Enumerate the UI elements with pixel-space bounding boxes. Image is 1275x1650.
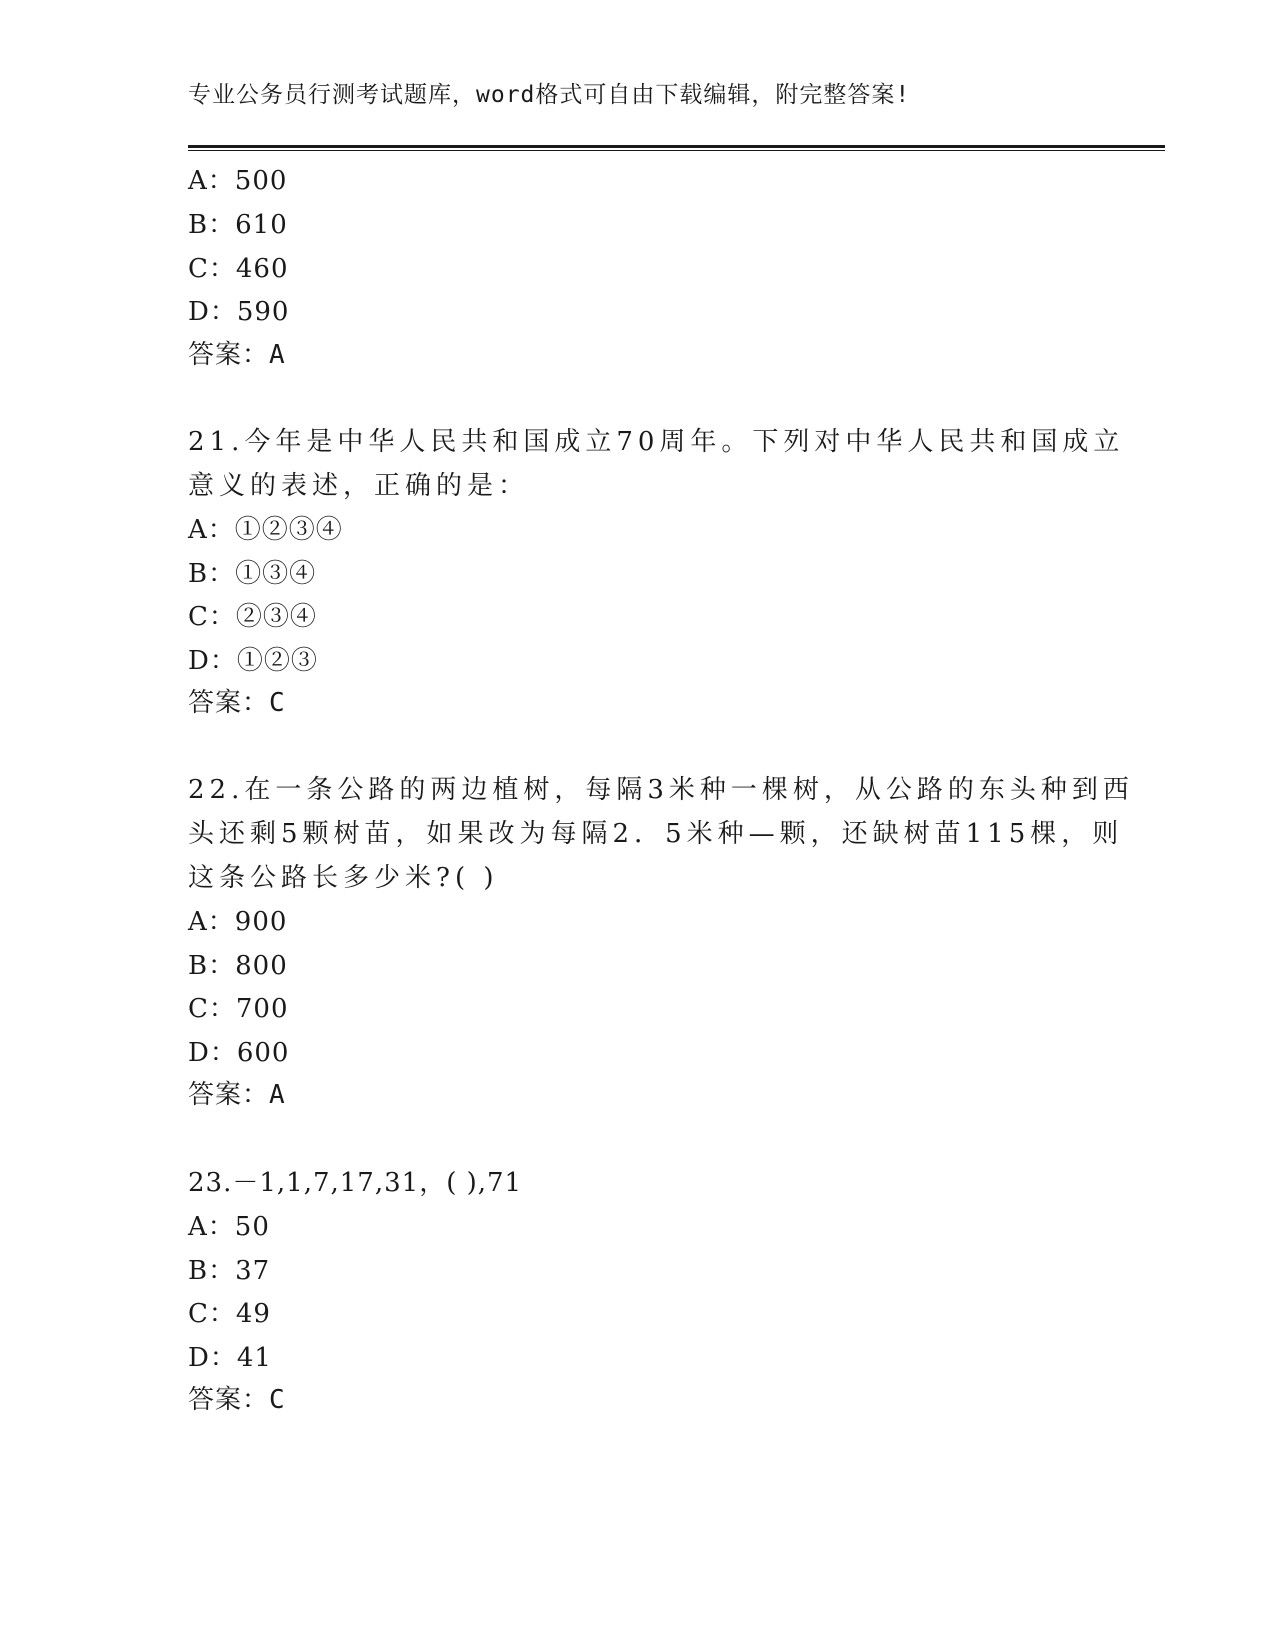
q22-answer: 答案：A [188, 1080, 286, 1110]
q23-option-c: C：49 [188, 1299, 271, 1329]
q22-option-d: D：600 [188, 1038, 290, 1068]
q21-option-b: B：①③④ [188, 559, 317, 589]
q21-option-d: D：①②③ [188, 646, 318, 676]
q22-option-a: A：900 [188, 907, 288, 937]
q20-answer: 答案：A [188, 340, 286, 370]
q20-option-c: C：460 [188, 254, 289, 284]
q21-text-line2: 意义的表述，正确的是： [188, 471, 530, 501]
q21-option-a: A：①②③④ [188, 515, 343, 545]
page-header: 专业公务员行测考试题库，word格式可自由下载编辑，附完整答案! [188, 82, 911, 108]
q22-option-b: B：800 [188, 951, 288, 981]
q21-option-c: C：②③④ [188, 602, 317, 632]
q21-text-line1: 21.今年是中华人民共和国成立70周年。下列对中华人民共和国成立 [188, 427, 1125, 457]
header-rule-thick [188, 145, 1165, 148]
q20-option-d: D：590 [188, 297, 290, 327]
q20-option-b: B：610 [188, 210, 288, 240]
q22-text-line1: 22.在一条公路的两边植树，每隔3米种一棵树，从公路的东头种到西 [188, 775, 1134, 805]
q22-text-line3: 这条公路长多少米?( ) [188, 863, 499, 893]
q23-answer: 答案：C [188, 1385, 286, 1415]
q23-option-b: B：37 [188, 1256, 271, 1286]
q20-option-a: A：500 [188, 166, 288, 196]
q22-text-line2: 头还剩5颗树苗，如果改为每隔2．5米种—颗，还缺树苗115棵，则 [188, 819, 1124, 849]
q23-option-a: A：50 [188, 1212, 270, 1242]
q21-answer: 答案：C [188, 688, 286, 718]
q23-option-d: D：41 [188, 1343, 272, 1373]
header-rule-thin [188, 150, 1165, 151]
q23-text-line1: 23.－1,1,7,17,31，( ),71 [188, 1168, 523, 1198]
q22-option-c: C：700 [188, 994, 289, 1024]
